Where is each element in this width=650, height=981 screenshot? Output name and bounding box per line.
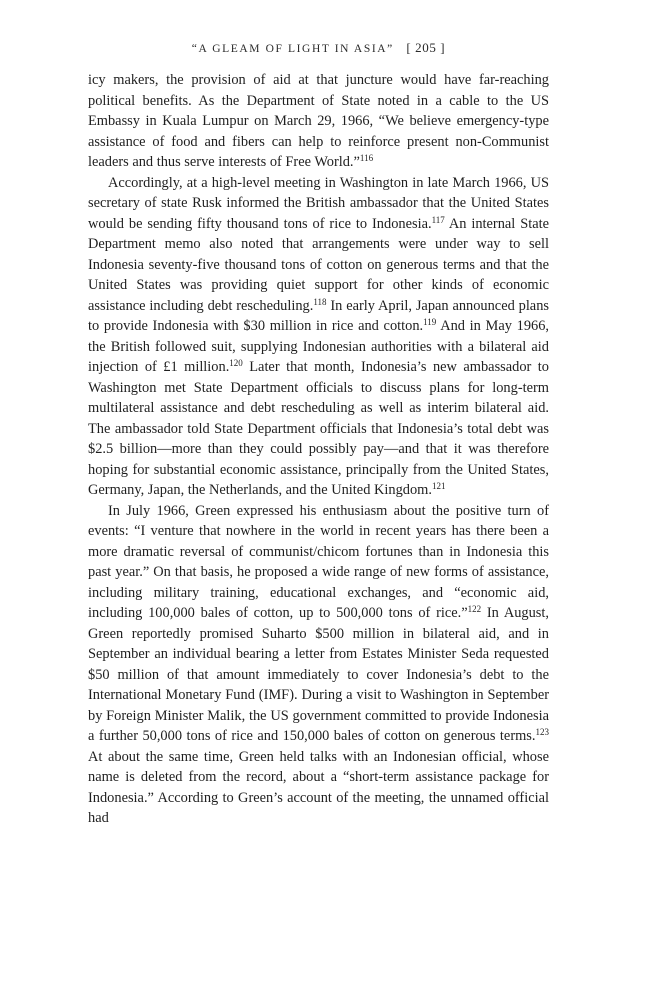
footnote-marker: 117: [431, 214, 445, 225]
text-run: In July 1966, Green expressed his enthusiasm about the positive turn of events: “I venture that nowhere in the world in recent years has there been a more dramatic reversal of communist/chicom fortunes than in Indonesia this past year.” On that basis, he proposed a wide range of new forms of assistance, including military training, educational exchanges, and “economic aid, including 100,000 bales of cotton, up to 500,000 tons of rice.”: [88, 502, 549, 621]
body-text: [88, 70, 549, 829]
footnote-marker: 122: [467, 604, 482, 614]
footnote-marker: 120: [229, 358, 243, 368]
page-number: [ 205 ]: [406, 40, 446, 55]
footnote-marker: 119: [423, 317, 437, 327]
footnote-marker: 118: [313, 296, 327, 307]
text-run: In August, Green reportedly promised Suharto $500 million in bilateral aid, and in September an individual bearing a letter from Estates Minister Seda requested $50 million of that amount immediately to cover Indonesia’s debt to the International Monetary Fund (IMF). During a visit to Washington in September by Foreign Minister Malik, the US government committed to provide Indonesia a further 50,000 tons of rice and 150,000 bales of cotton on generous terms.: [88, 605, 549, 744]
paragraph: [88, 501, 549, 829]
footnote-marker: 116: [359, 153, 374, 163]
footnote-marker: 121: [431, 481, 446, 491]
text-run: An internal State Department memo also noted that arrangements were under way to sell Indonesia seventy-five thousand tons of cotton on generous terms and that the United States was providing quiet support for other kinds of economic assistance including debt rescheduling.: [88, 215, 549, 314]
text-run: In early April, Japan announced plans to provide Indonesia with $30 million in rice and cotton.: [88, 297, 549, 334]
footnote-marker: 123: [535, 727, 549, 737]
text-run: And in May 1966, the British followed suit, supplying Indonesian authorities with a bilateral aid injection of £1 million.: [88, 318, 549, 375]
text-run: icy makers, the provision of aid at that juncture would have far-reaching political benefits. As the Department of State noted in a cable to the US Embassy in Kuala Lumpur on March 29, 1966, “We believe emergency-type assistance of food and fibers can help to reinforce present non-Communist leaders and thus serve interests of Free World.”: [88, 72, 549, 170]
paragraph: [88, 173, 549, 501]
text-run: Later that month, Indonesia’s new ambassador to Washington met State Department officials to discuss plans for long-term multilateral assistance and debt rescheduling as well as interim bilateral aid. The ambassador told State Department officials that Indonesia’s total debt was $2.5 billion—more than they could possibly pay—and that it was therefore hoping for substantial economic assistance, principally from the United States, Germany, Japan, the Netherlands, and the United Kingdom.: [88, 359, 549, 498]
text-run: Accordingly, at a high-level meeting in Washington in late March 1966, US secretary of state Rusk informed the British ambassador that the United States would be sending fifty thousand tons of rice to Indonesia.: [88, 174, 549, 232]
book-page: [88, 40, 549, 829]
running-head: [88, 40, 549, 56]
text-run: At about the same time, Green held talks with an Indonesian official, whose name is deleted from the record, about a “short-term assistance package for Indonesia.” According to Green’s account of the meeting, the unnamed official had: [88, 748, 549, 826]
paragraph: [88, 70, 549, 173]
running-head-title: “A GLEAM OF LIGHT IN ASIA”: [191, 43, 394, 55]
